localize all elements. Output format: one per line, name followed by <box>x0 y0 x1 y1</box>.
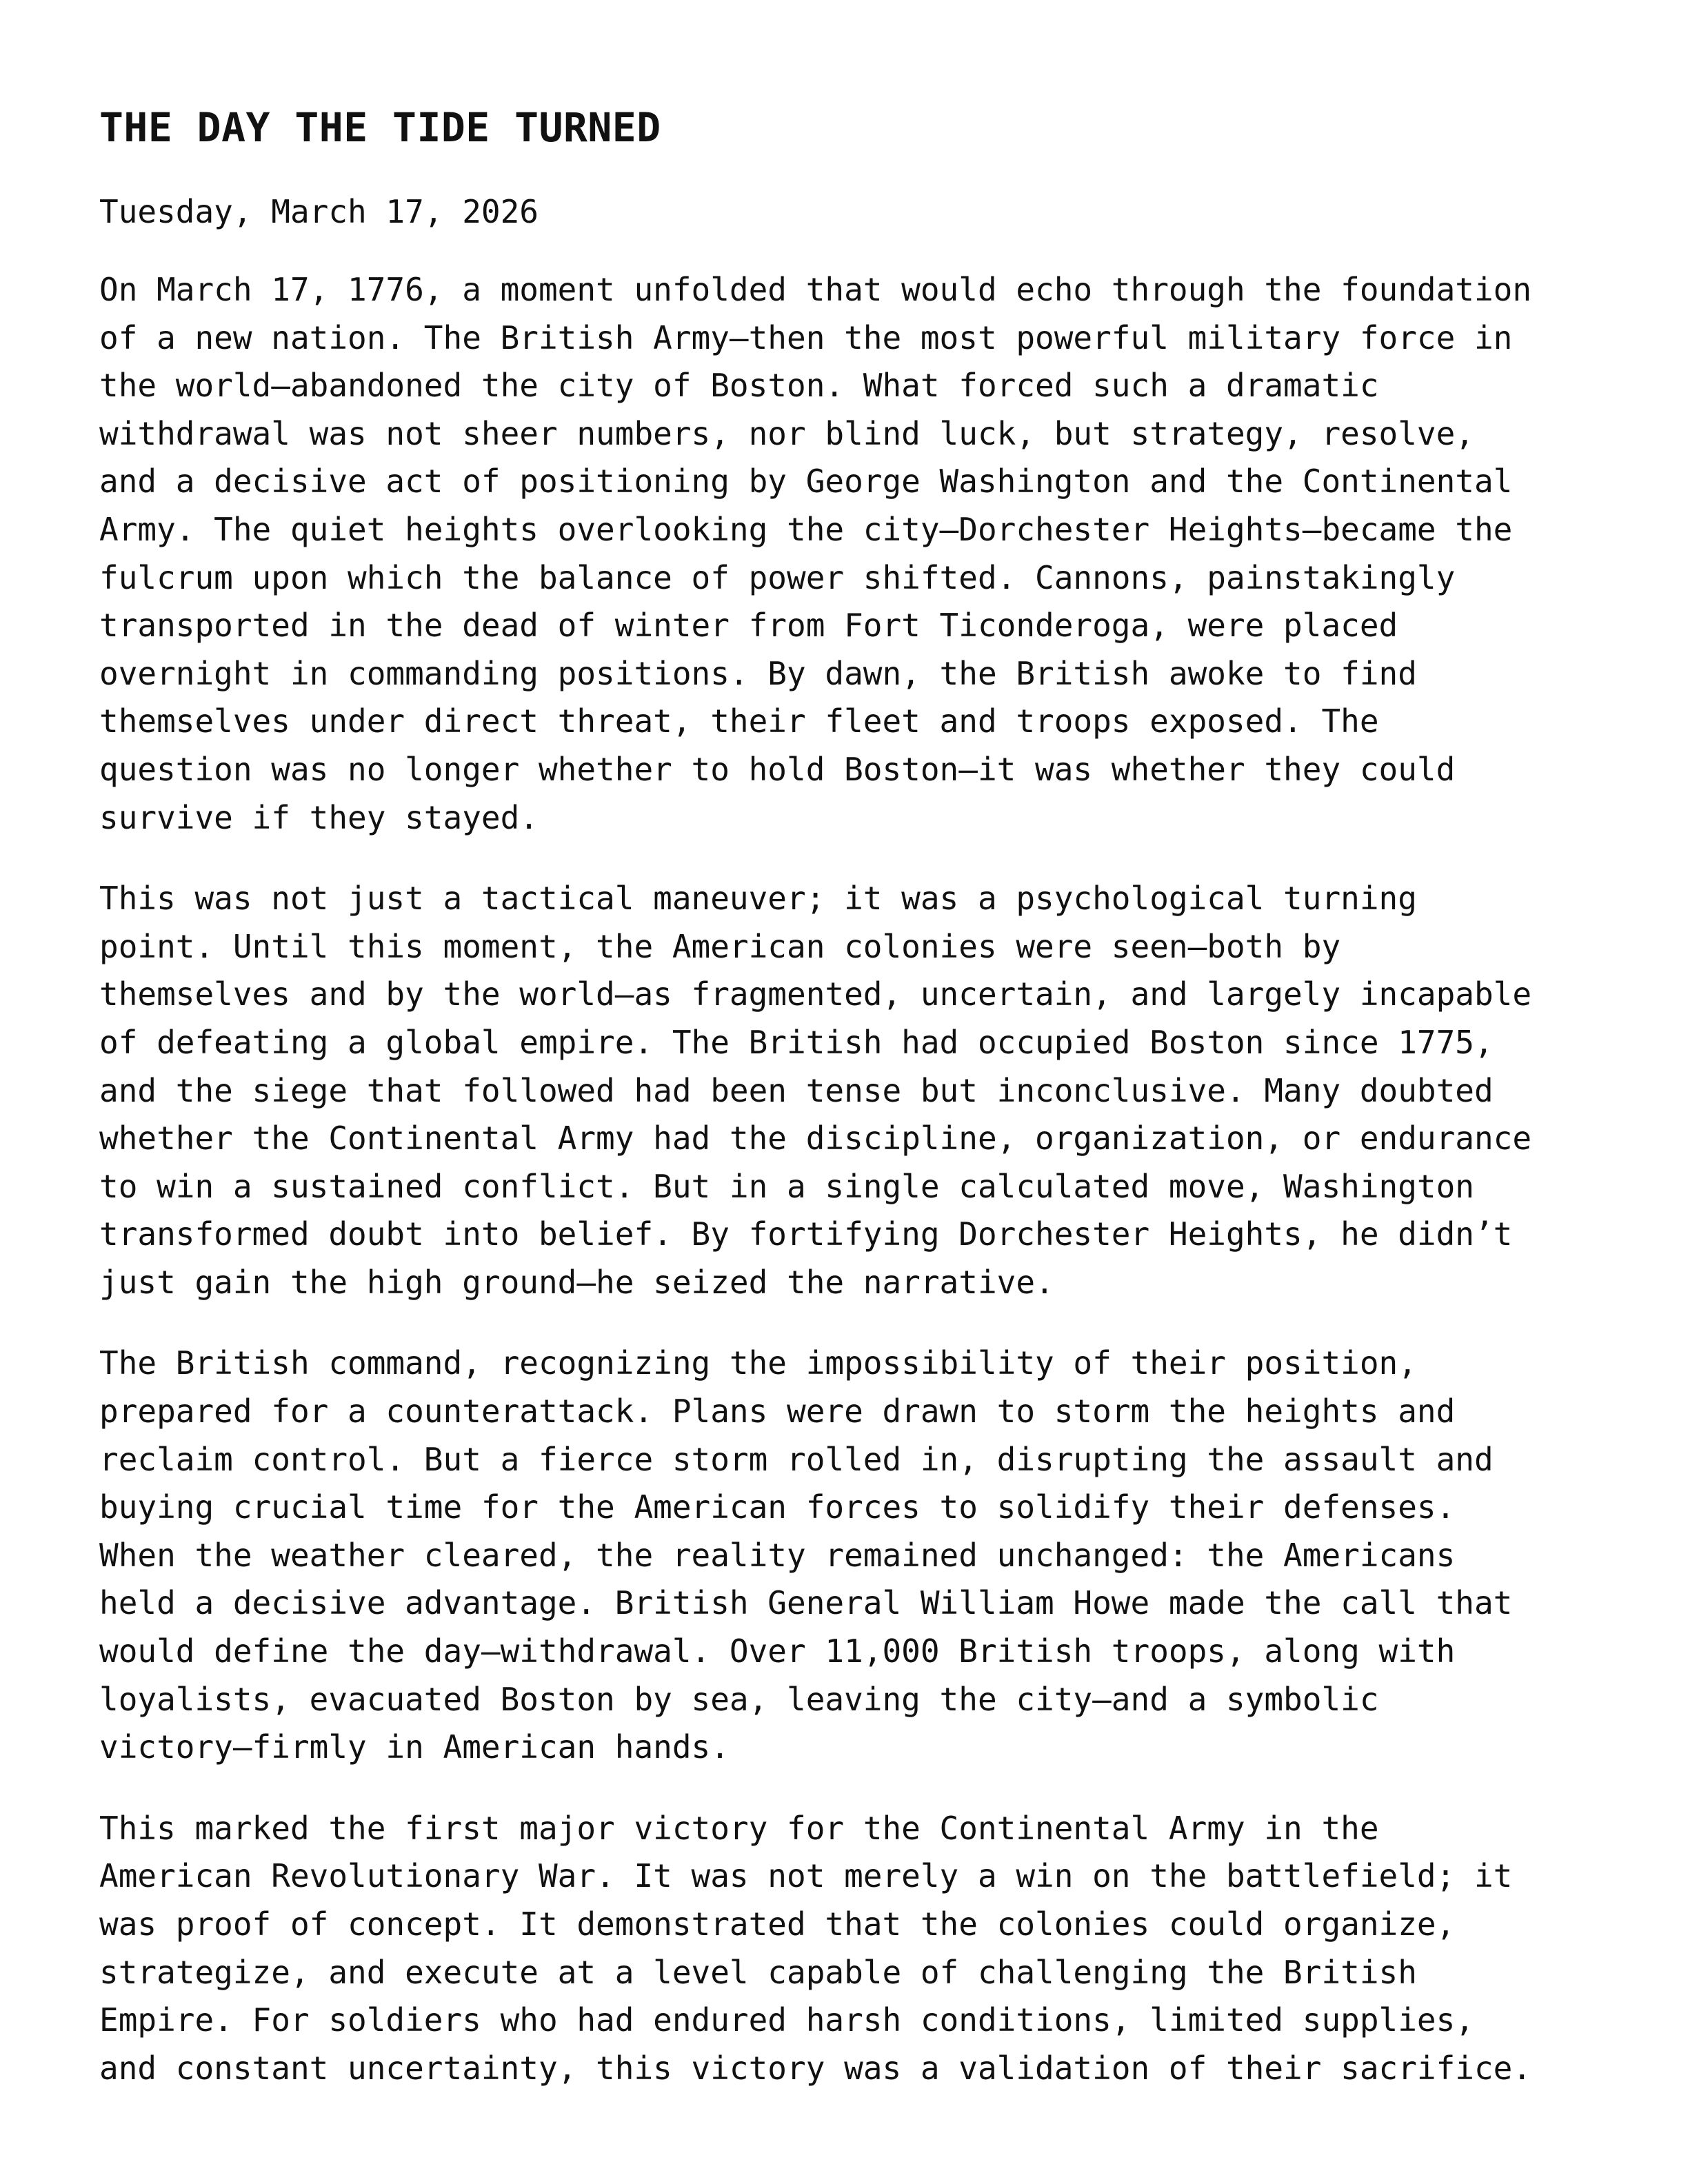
paragraph-2: This was not just a tactical maneuver; it was a psychological turning point. Until this moment, the American colonies were seen—both by themselves and by the world—as fragmented, uncertain, and largely incapable of defeating a global empire. The British had occupied Boston since 1775, and the siege that followed had been tense but inconclusive. Many doubted whether the Continental Army had the discipline, organization, or endurance to win a sustained conflict. But in a single calculated move, Washington transformed doubt into belief. By fortifying Dorchester Heights, he didn’t just gain the high ground—he seized the narrative. <box>99 880 1532 1301</box>
article-date: Tuesday, March 17, 2026 <box>99 193 539 230</box>
document-page <box>99 103 1602 2092</box>
paragraph-1: On March 17, 1776, a moment unfolded that would echo through the foundation of a new nation. The British Army—then the most powerful military force in the world—abandoned the city of Boston. What forced such a dramatic withdrawal was not sheer numbers, nor blind luck, but strategy, resolve, and a decisive act of positioning by George Washington and the Continental Army. The quiet heights overlooking the city—Dorchester Heights—became the fulcrum upon which the balance of power shifted. Cannons, painstakingly transported in the dead of winter from Fort Ticonderoga, were placed overnight in commanding positions. By dawn, the British awoke to find themselves under direct threat, their fleet and troops exposed. The question was no longer whether to hold Boston—it was whether they could survive if they stayed. <box>99 271 1532 836</box>
paragraph-3: The British command, recognizing the impossibility of their position, prepared for a counterattack. Plans were drawn to storm the heights and reclaim control. But a fierce storm rolled in, disrupting the assault and buying crucial time for the American forces to solidify their defenses. When the weather cleared, the reality remained unchanged: the Americans held a decisive advantage. British General William Howe made the call that would define the day—withdrawal. Over 11,000 British troops, along with loyalists, evacuated Boston by sea, leaving the city—and a symbolic victory—firmly in American hands. <box>99 1344 1513 1766</box>
article-title: THE DAY THE TIDE TURNED <box>99 104 661 151</box>
paragraph-4: This marked the first major victory for the Continental Army in the American Revolutionary War. It was not merely a win on the battlefield; it was proof of concept. It demonstrated that the colonies could organize, strategize, and execute at a level capable of challenging the British Empire. For soldiers who had endured harsh conditions, limited supplies, and constant uncertainty, this victory was a validation of their sacrifice. <box>99 1809 1532 2087</box>
